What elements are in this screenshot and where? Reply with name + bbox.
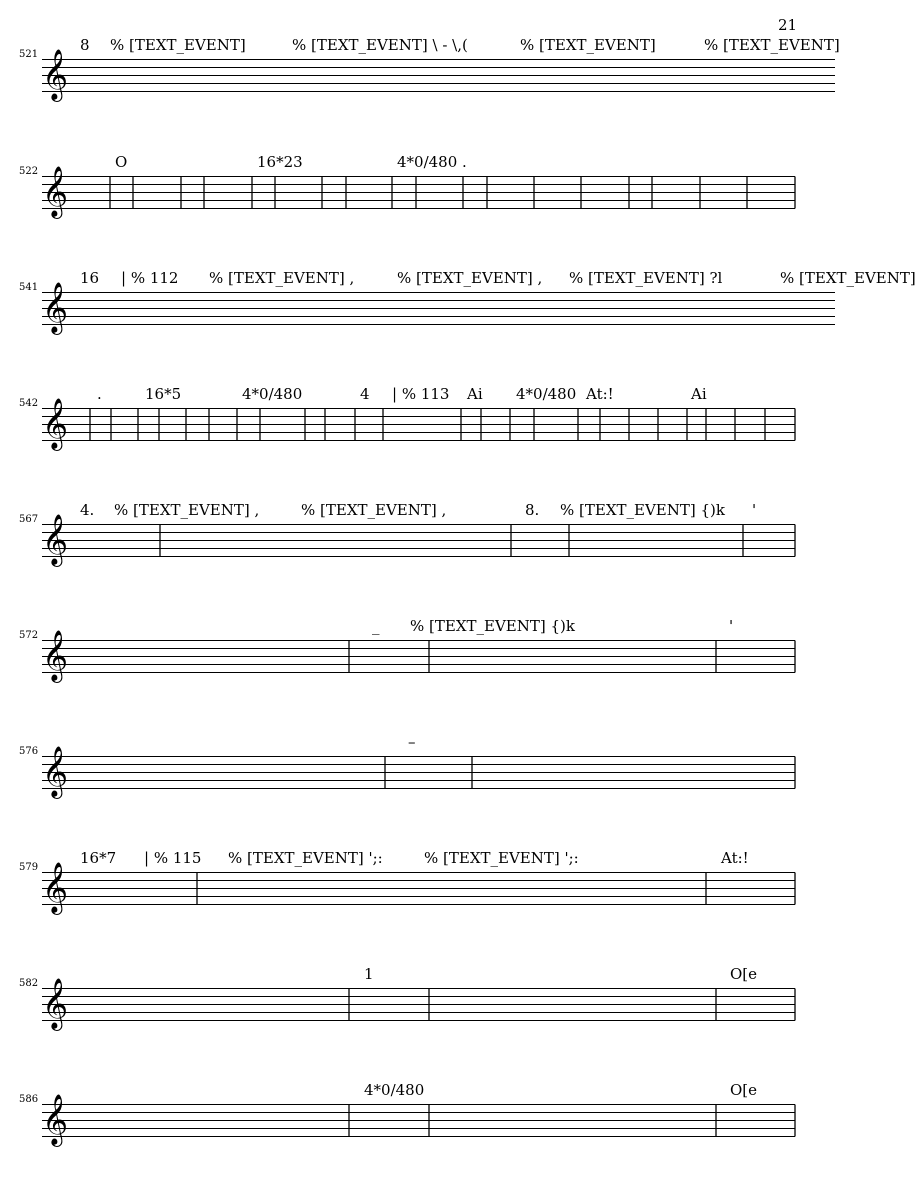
staff-annotation: % [TEXT_EVENT] {)k — [560, 501, 725, 519]
staff-system — [0, 269, 916, 348]
measure-number: 582 — [19, 978, 39, 989]
treble-clef-icon: 𝄞 — [42, 398, 69, 449]
measure-number: 586 — [19, 1094, 39, 1105]
measure-number: 521 — [19, 49, 39, 60]
staff-annotation: % [TEXT_EVENT] — [520, 36, 656, 54]
staff-annotation: | % 115 — [144, 849, 202, 867]
treble-clef-icon: 𝄞 — [42, 282, 69, 333]
measure-number: 567 — [19, 514, 39, 525]
staff-annotation: % [TEXT_EVENT] ?l — [569, 269, 723, 287]
measure-number: 572 — [19, 630, 39, 641]
staff-system — [0, 385, 835, 464]
staff-annotation: 4*0/480 — [242, 385, 303, 403]
staff-system — [0, 965, 835, 1044]
staff-annotation: 8 — [80, 36, 90, 54]
staff-annotation: Ai — [691, 385, 707, 403]
staff-annotation: Ai — [467, 385, 483, 403]
treble-clef-icon: 𝄞 — [42, 49, 69, 100]
measure-number: 579 — [19, 862, 39, 873]
staff-annotation: O[e — [730, 1081, 758, 1099]
staff-annotation: O[e — [730, 965, 758, 983]
staff-annotation: At:! — [586, 385, 614, 403]
staff — [42, 972, 797, 1032]
staff-annotation: – — [408, 733, 416, 751]
staff-annotation: ' — [752, 501, 757, 519]
staff-annotation: % [TEXT_EVENT] , — [114, 501, 260, 519]
treble-clef-icon: 𝄞 — [42, 862, 69, 913]
page-number: 21 — [778, 16, 798, 34]
staff-annotation: | % 113 — [392, 385, 450, 403]
staff-annotation: % [TEXT_EVENT] — [780, 269, 916, 287]
staff-annotation: 4. — [80, 501, 95, 519]
measure-number: 576 — [19, 746, 39, 757]
staff-annotation: 16 — [80, 269, 100, 287]
staff-annotation: At:! — [721, 849, 749, 867]
treble-clef-icon: 𝄞 — [42, 630, 69, 681]
treble-clef-icon: 𝄞 — [42, 514, 69, 565]
staff-annotation: 4*0/480 — [364, 1081, 425, 1099]
treble-clef-icon: 𝄞 — [42, 978, 69, 1029]
staff-annotation: % [TEXT_EVENT] , — [301, 501, 447, 519]
treble-clef-icon: 𝄞 — [42, 1094, 69, 1145]
staff-annotation: % [TEXT_EVENT] ';: — [424, 849, 579, 867]
staff-annotation: 16*5 — [145, 385, 182, 403]
staff-annotation: 4 — [360, 385, 370, 403]
staff-annotation: % [TEXT_EVENT] \ - \,( — [292, 36, 468, 54]
measure-number: 541 — [19, 282, 39, 293]
staff-annotation: 4*0/480 . — [397, 153, 467, 171]
staff-system — [0, 617, 835, 696]
staff-annotation: | % 112 — [121, 269, 179, 287]
staff-annotation: 1 — [364, 965, 374, 983]
staff — [42, 740, 797, 800]
staff-system — [0, 849, 835, 928]
staff-annotation: % [TEXT_EVENT] , — [209, 269, 355, 287]
treble-clef-icon: 𝄞 — [42, 746, 69, 797]
staff-annotation: ' — [729, 617, 734, 635]
staff-annotation: . — [97, 385, 102, 403]
staff-annotation: % [TEXT_EVENT] {)k — [410, 617, 575, 635]
measure-number: 542 — [19, 398, 39, 409]
measure-number: 522 — [19, 166, 39, 177]
staff-annotation: 16*7 — [80, 849, 117, 867]
staff-annotation: 16*23 — [257, 153, 303, 171]
staff-system — [0, 153, 835, 232]
staff-system — [0, 1081, 835, 1160]
treble-clef-icon: 𝄞 — [42, 166, 69, 217]
staff-annotation: % [TEXT_EVENT] — [110, 36, 246, 54]
staff-annotation: % [TEXT_EVENT] ';: — [228, 849, 383, 867]
staff-system — [0, 733, 835, 812]
staff-annotation: 4*0/480 — [516, 385, 577, 403]
staff-system — [0, 501, 835, 580]
staff-annotation: % [TEXT_EVENT] , — [397, 269, 543, 287]
staff-annotation: 8. — [525, 501, 540, 519]
staff-annotation: % [TEXT_EVENT] — [704, 36, 840, 54]
staff-annotation: _ — [372, 617, 380, 635]
staff-annotation: O — [115, 153, 128, 171]
staff-system — [0, 36, 840, 115]
